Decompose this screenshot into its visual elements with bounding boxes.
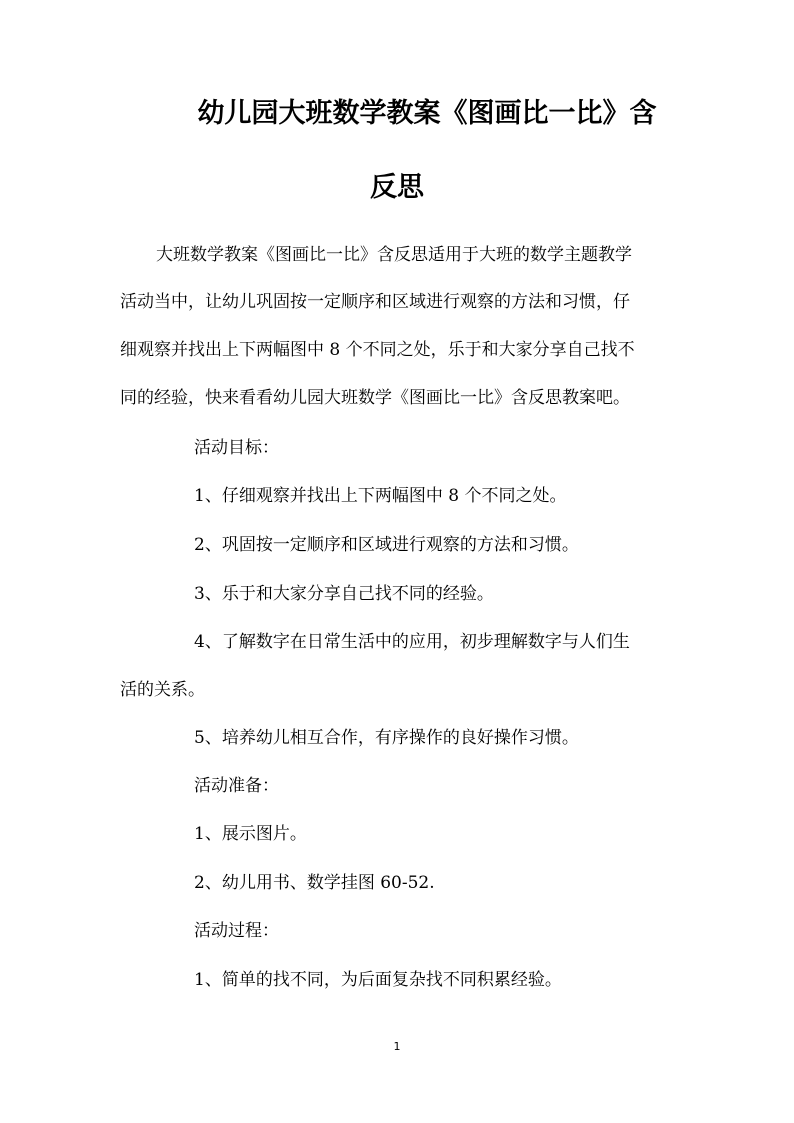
prep-item-1: 1、展示图片。 [194,824,307,844]
goals-heading: 活动目标： [194,438,279,458]
goal-item-5: 5、培养幼儿相互合作，有序操作的良好操作习惯。 [194,728,579,748]
goal-item-3: 3、乐于和大家分享自己找不同的经验。 [194,584,494,604]
prep-heading: 活动准备： [194,776,279,796]
intro-line-4: 同的经验，快来看看幼儿园大班数学《图画比一比》含反思教案吧。 [120,388,630,408]
page-number: 1 [393,1040,401,1053]
goal-item-4-continued: 活的关系。 [120,680,205,700]
document-title-line-2: 反思 [370,172,424,203]
intro-line-1: 大班数学教案《图画比一比》含反思适用于大班的数学主题教学 [156,245,632,265]
intro-line-3: 细观察并找出上下两幅图中 8 个不同之处，乐于和大家分享自己找不 [120,340,635,360]
process-item-1: 1、简单的找不同，为后面复杂找不同积累经验。 [194,970,562,990]
prep-item-2: 2、幼儿用书、数学挂图 60-52. [194,873,435,893]
document-title-line-1: 幼儿园大班数学教案《图画比一比》含 [197,98,657,129]
goal-item-2: 2、巩固按一定顺序和区域进行观察的方法和习惯。 [194,535,579,555]
goal-item-1: 1、仔细观察并找出上下两幅图中 8 个不同之处。 [194,486,567,506]
goal-item-4: 4、了解数字在日常生活中的应用，初步理解数字与人们生 [194,632,630,652]
process-heading: 活动过程： [194,921,279,941]
intro-line-2: 活动当中，让幼儿巩固按一定顺序和区域进行观察的方法和习惯，仔 [120,292,630,312]
